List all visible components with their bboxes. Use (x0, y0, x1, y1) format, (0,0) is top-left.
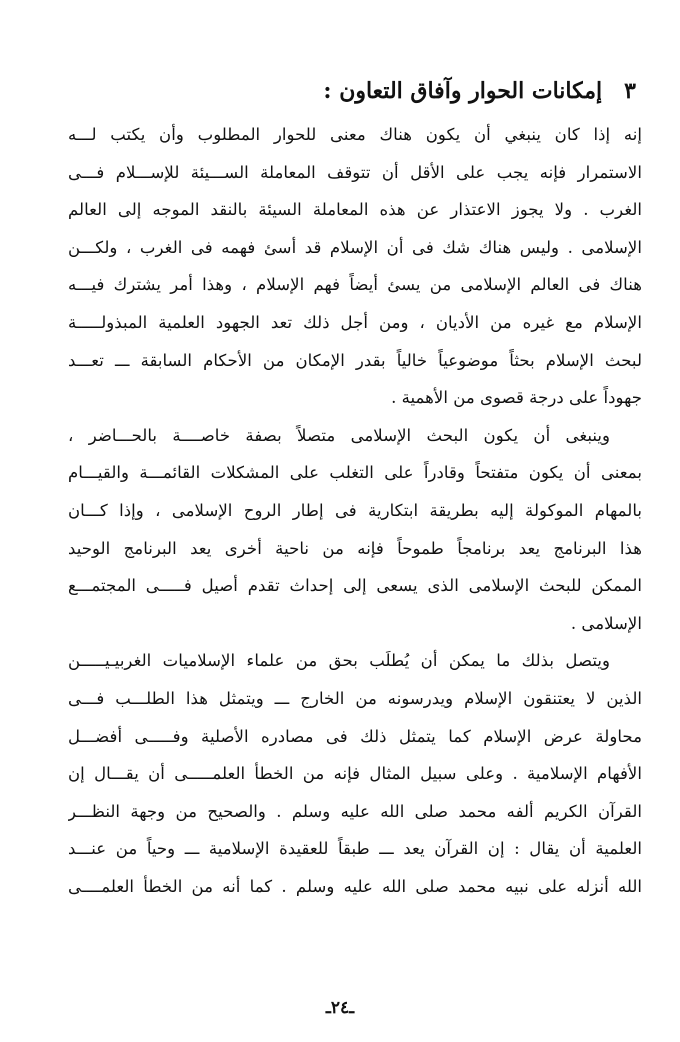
text-line: العلمية أن يقال : إن القرآن يعد ـــ طبقاً للعقيدة الإسلامية ـــ وحياً من عنـــد (68, 839, 642, 859)
text-line: الله أنزله على نبيه محمد صلى الله عليه وسلم . كما أنه من الخطأ العلمــــى (68, 876, 642, 896)
text-line: بالمهام الموكولة إليه بطريقة ابتكارية فى إطار الروح الإسلامى ، وإذا كـــان (68, 500, 642, 520)
text-line: الممكن للبحث الإسلامى الذى يسعى إلى إحداث تقدم أصيل فـــــى المجتمـــع (68, 576, 642, 596)
text-line: جهوداً على درجة قصوى من الأهمية . (391, 388, 642, 408)
section-title: إمكانات الحوار وآفاق التعاون : (323, 78, 603, 104)
text-line: محاولة عرض الإسلام كما يتمثل ذلك فى مصادره الأصلية وفـــــى أفضـــل (68, 726, 642, 746)
page-number: ـ٢٤ـ (325, 998, 355, 1018)
text-line: الإسلام مع غيره من الأديان ، ومن أجل ذلك تعد الجهود العلمية المبذولـــــة (68, 312, 642, 332)
text-line: الذين لا يعتنقون الإسلام ويدرسونه من الخارج ـــ ويتمثل هذا الطلـــب فـــى (68, 688, 642, 708)
text-line: بمعنى أن يكون متفتحاً وقادراً على التغلب على المشكلات القائمـــة والقيـــام (68, 463, 642, 483)
text-line: لبحث الإسلام بحثاً موضوعياً خالياً بقدر الإمكان من الأحكام السابقة ـــ تعـــد (68, 350, 642, 370)
text-line: هناك فى العالم الإسلامى من يسئ أيضاً فهم الإسلام ، وهذا أمر يشترك فيـــه (68, 275, 642, 295)
text-line: وينبغى أن يكون البحث الإسلامى متصلاً بصفة خاصــــة بالحـــاضر ، (68, 425, 610, 445)
text-line: القرآن الكريم ألفه محمد صلى الله عليه وسلم . والصحيح من وجهة النظـــر (68, 801, 642, 821)
text-line: ويتصل بذلك ما يمكن أن يُطلَب بحق من علماء الإسلاميات الغربيـيـــــن (68, 651, 610, 671)
text-line: هذا البرنامج يعد برنامجاً طموحاً فإنه من ناحية أخرى يعد البرنامج الوحيد (68, 538, 642, 558)
text-line: الإسلامى . وليس هناك شك فى أن الإسلام قد أسئ فهمه فى الغرب ، ولكـــن (68, 237, 642, 257)
text-line: إنه إذا كان ينبغي أن يكون هناك معنى للحوار المطلوب وأن يكتب لـــه (68, 125, 642, 144)
body-text (68, 116, 642, 905)
text-line: الاستمرار فإنه يجب على الأقل أن تتوقف المعاملة الســـيئة للإســـلام فـــى (68, 162, 642, 182)
text-line: الإسلامى . (570, 613, 642, 633)
text-line: الغرب . ولا يجوز الاعتذار عن هذه المعاملة السيئة بالنقد الموجه إلى العالم (68, 200, 642, 220)
section-number: ٣ (624, 78, 636, 104)
text-line: الأفهام الإسلامية . وعلى سبيل المثال فإنه من الخطأ العلمـــــى أن يقـــال إن (68, 764, 642, 784)
section-heading (36, 74, 636, 108)
